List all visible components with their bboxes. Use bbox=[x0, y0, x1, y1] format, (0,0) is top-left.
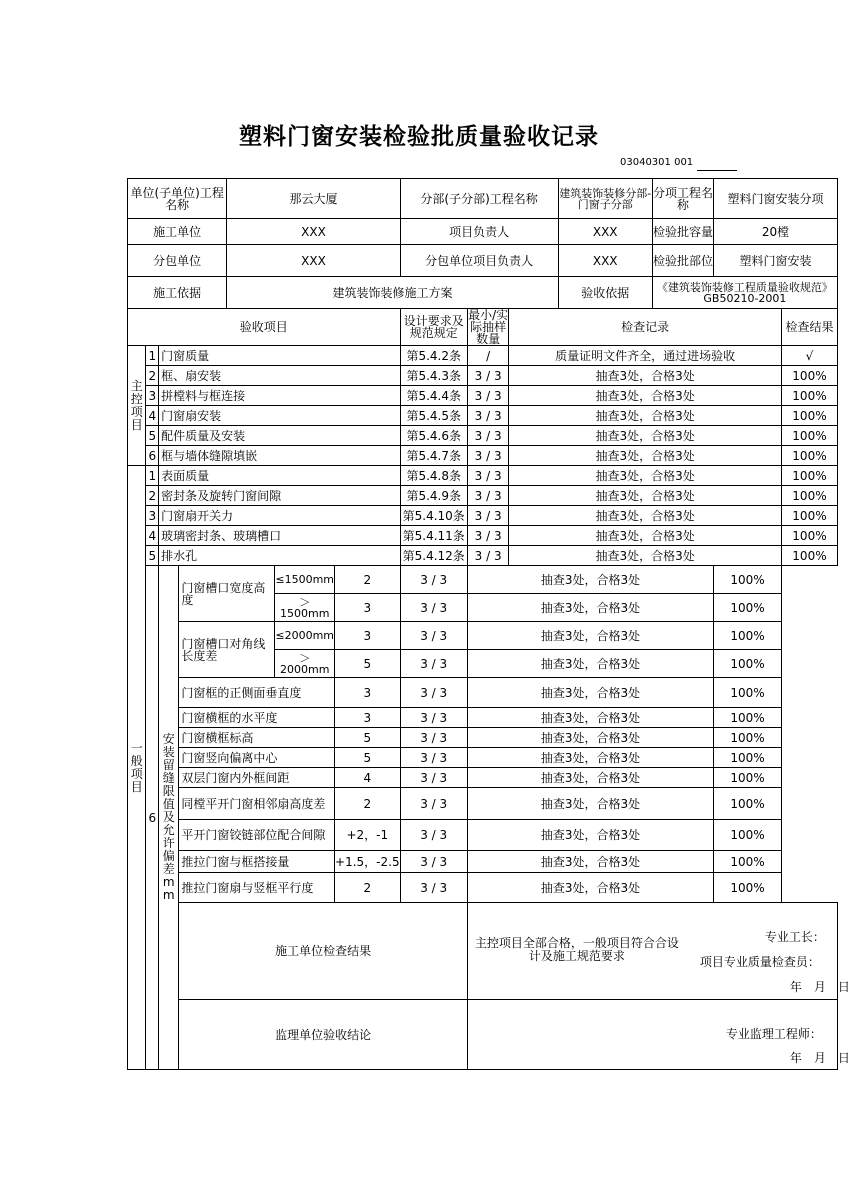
record-code-text: 03040301 001 bbox=[620, 157, 694, 168]
item-no: 3 bbox=[146, 386, 159, 406]
item-record: 抽查3处，合格3处 bbox=[509, 366, 782, 386]
item-sample: 3 / 3 bbox=[467, 486, 509, 506]
item-standard: 第5.4.3条 bbox=[400, 366, 467, 386]
pm-value: XXX bbox=[558, 219, 652, 245]
item-no: 3 bbox=[146, 506, 159, 526]
item-sample: 3 / 3 bbox=[400, 650, 467, 678]
item-record: 抽查3处，合格3处 bbox=[467, 622, 713, 650]
item-sample: 3 / 3 bbox=[400, 622, 467, 650]
item-standard: 第5.4.11条 bbox=[400, 526, 467, 546]
tolerance-name: 门窗横框标高 bbox=[179, 728, 335, 748]
construct-label: 施工单位 bbox=[128, 219, 227, 245]
main-group-label bbox=[128, 346, 146, 466]
condition: ≤2000mm bbox=[275, 622, 335, 650]
item-name: 玻璃密封条、玻璃槽口 bbox=[159, 526, 401, 546]
item-result: 100% bbox=[781, 486, 837, 506]
page-title: 塑料门窗安装检验批质量验收记录 bbox=[239, 123, 599, 150]
item-result: 100% bbox=[714, 650, 782, 678]
item-standard: 第5.4.2条 bbox=[400, 346, 467, 366]
item-name: 配件质量及安装 bbox=[159, 426, 401, 446]
item-sample: 3 / 3 bbox=[400, 748, 467, 768]
item-result: 100% bbox=[714, 708, 782, 728]
item-no: 5 bbox=[146, 546, 159, 566]
col-result: 检查结果 bbox=[781, 309, 837, 346]
item-no: 6 bbox=[146, 446, 159, 466]
item-standard: 第5.4.6条 bbox=[400, 426, 467, 446]
item-record: 质量证明文件齐全，通过进场验收 bbox=[509, 346, 782, 366]
item-no: 5 bbox=[146, 426, 159, 446]
supervisor-block bbox=[467, 1000, 850, 1070]
tolerance-name: 双层门窗内外框间距 bbox=[179, 768, 335, 788]
tolerance-name: 门窗横框的水平度 bbox=[179, 708, 335, 728]
item-result: 100% bbox=[714, 788, 782, 820]
item-no: 4 bbox=[146, 406, 159, 426]
item-sample: 3 / 3 bbox=[467, 546, 509, 566]
construct-conclusion: 主控项目全部合格，一般项目符合合设计及施工规范要求 bbox=[474, 936, 679, 963]
item-record: 抽查3处，合格3处 bbox=[509, 486, 782, 506]
item-standard: +1.5，-2.5 bbox=[335, 851, 401, 873]
item-name: 表面质量 bbox=[159, 466, 401, 486]
item-result: 100% bbox=[781, 446, 837, 466]
item-record: 抽查3处，合格3处 bbox=[467, 873, 713, 903]
item-sample: / bbox=[467, 346, 509, 366]
sub-project-value: 建筑装饰装修分部-门窗子分部 bbox=[558, 179, 652, 219]
item-no: 1 bbox=[146, 466, 159, 486]
item-standard: 3 bbox=[335, 678, 401, 708]
item-standard: 3 bbox=[335, 708, 401, 728]
item-record: 抽查3处，合格3处 bbox=[467, 748, 713, 768]
main-group-text: 主控项目 bbox=[130, 378, 143, 432]
item-result: √ bbox=[781, 346, 837, 366]
item-name: 排水孔 bbox=[159, 546, 401, 566]
tolerance-name: 推拉门窗扇与竖框平行度 bbox=[179, 873, 335, 903]
item-sample: 3 / 3 bbox=[400, 768, 467, 788]
construct-check-block bbox=[467, 903, 850, 1000]
item-sample: 3 / 3 bbox=[467, 506, 509, 526]
item-sample: 3 / 3 bbox=[400, 788, 467, 820]
item-standard: 5 bbox=[335, 650, 401, 678]
tolerance-name: 同樘平开门窗相邻扇高度差 bbox=[179, 788, 335, 820]
item-record: 抽查3处，合格3处 bbox=[509, 546, 782, 566]
tolerance-name: 平开门窗铰链部位配合间隙 bbox=[179, 820, 335, 851]
item-sample: 3 / 3 bbox=[400, 708, 467, 728]
item-result: 100% bbox=[714, 594, 782, 622]
item-record: 抽查3处，合格3处 bbox=[509, 386, 782, 406]
sub-pm-label: 分包单位项目负责人 bbox=[400, 245, 558, 277]
item-standard: 第5.4.10条 bbox=[400, 506, 467, 526]
item-sample: 3 / 3 bbox=[467, 406, 509, 426]
item-sample: 3 / 3 bbox=[400, 594, 467, 622]
accept-value: 《建筑装饰装修工程质量验收规范》GB50210-2001 bbox=[652, 277, 837, 309]
item-project-value: 塑料门窗安装分项 bbox=[714, 179, 838, 219]
item-result: 100% bbox=[781, 386, 837, 406]
sub-pm-value: XXX bbox=[558, 245, 652, 277]
item-result: 100% bbox=[714, 566, 782, 594]
pm-label: 项目负责人 bbox=[400, 219, 558, 245]
item-standard: 2 bbox=[335, 788, 401, 820]
item-sample: 3 / 3 bbox=[400, 566, 467, 594]
inspector-label: 项目专业质量检查员： bbox=[699, 955, 820, 969]
col-record: 检查记录 bbox=[509, 309, 782, 346]
item-result: 100% bbox=[781, 426, 837, 446]
condition: ≤1500mm bbox=[275, 566, 335, 594]
item-project-label: 分项工程名称 bbox=[652, 179, 713, 219]
col-design: 设计要求及规范规定 bbox=[400, 309, 467, 346]
tolerance-group-label bbox=[159, 566, 179, 1070]
item-record: 抽查3处，合格3处 bbox=[467, 820, 713, 851]
construct-check-label: 施工单位检查结果 bbox=[179, 903, 467, 1000]
item-sample: 3 / 3 bbox=[467, 466, 509, 486]
item-record: 抽查3处，合格3处 bbox=[509, 466, 782, 486]
item-record: 抽查3处，合格3处 bbox=[467, 594, 713, 622]
unit-label: 单位(子单位)工程名称 bbox=[128, 179, 227, 219]
item-record: 抽查3处，合格3处 bbox=[467, 650, 713, 678]
item-standard: 2 bbox=[335, 873, 401, 903]
item-standard: 3 bbox=[335, 594, 401, 622]
item-result: 100% bbox=[714, 851, 782, 873]
item-standard: 第5.4.9条 bbox=[400, 486, 467, 506]
engineer-label: 专业监理工程师： bbox=[725, 1027, 822, 1041]
item-standard: 第5.4.12条 bbox=[400, 546, 467, 566]
unit-value: 那云大厦 bbox=[227, 179, 400, 219]
item-record: 抽查3处，合格3处 bbox=[509, 526, 782, 546]
item-standard: 第5.4.5条 bbox=[400, 406, 467, 426]
item-sample: 3 / 3 bbox=[400, 678, 467, 708]
construct-value: XXX bbox=[227, 219, 400, 245]
item-result: 100% bbox=[781, 526, 837, 546]
item-name: 拼樘料与框连接 bbox=[159, 386, 401, 406]
item-standard: 4 bbox=[335, 768, 401, 788]
diagonal-group-name: 门窗槽口对角线长度差 bbox=[179, 622, 275, 678]
item-sample: 3 / 3 bbox=[467, 386, 509, 406]
col-item: 验收项目 bbox=[128, 309, 401, 346]
item-record: 抽查3处，合格3处 bbox=[509, 406, 782, 426]
item-result: 100% bbox=[781, 466, 837, 486]
item-standard: 第5.4.4条 bbox=[400, 386, 467, 406]
item-standard: 5 bbox=[335, 748, 401, 768]
sub-project-label: 分部(子分部)工程名称 bbox=[400, 179, 558, 219]
condition: ＞1500mm bbox=[275, 594, 335, 622]
capacity-value: 20樘 bbox=[714, 219, 838, 245]
item-result: 100% bbox=[781, 546, 837, 566]
item-result: 100% bbox=[714, 728, 782, 748]
item-standard: 5 bbox=[335, 728, 401, 748]
tolerance-name: 门窗框的正侧面垂直度 bbox=[179, 678, 335, 708]
item-result: 100% bbox=[714, 768, 782, 788]
location-value: 塑料门窗安装 bbox=[714, 245, 838, 277]
accept-label: 验收依据 bbox=[558, 277, 652, 309]
subcontract-value: XXX bbox=[227, 245, 400, 277]
item-result: 100% bbox=[714, 748, 782, 768]
item-record: 抽查3处，合格3处 bbox=[509, 506, 782, 526]
item-sample: 3 / 3 bbox=[400, 820, 467, 851]
item-no: 4 bbox=[146, 526, 159, 546]
item-result: 100% bbox=[714, 622, 782, 650]
foreman-label: 专业工长： bbox=[764, 930, 825, 944]
general-group-text: 一般项目 bbox=[130, 740, 143, 794]
item-sample: 3 / 3 bbox=[467, 446, 509, 466]
item-name: 密封条及旋转门窗间隙 bbox=[159, 486, 401, 506]
item-result: 100% bbox=[781, 366, 837, 386]
item-record: 抽查3处，合格3处 bbox=[509, 426, 782, 446]
item-record: 抽查3处，合格3处 bbox=[467, 678, 713, 708]
item-record: 抽查3处，合格3处 bbox=[467, 788, 713, 820]
col-sample: 最小/实际抽样数量 bbox=[468, 308, 509, 346]
item-name: 门窗扇安装 bbox=[159, 406, 401, 426]
item-result: 100% bbox=[714, 873, 782, 903]
item-sample: 3 / 3 bbox=[400, 728, 467, 748]
item-standard: 第5.4.8条 bbox=[400, 466, 467, 486]
item-record: 抽查3处，合格3处 bbox=[467, 566, 713, 594]
item-result: 100% bbox=[714, 820, 782, 851]
inspection-table bbox=[127, 178, 850, 1070]
item-record: 抽查3处，合格3处 bbox=[467, 768, 713, 788]
condition: ＞2000mm bbox=[275, 650, 335, 678]
tolerance-name: 门窗竖向偏离中心 bbox=[179, 748, 335, 768]
item-sample: 3 / 3 bbox=[400, 851, 467, 873]
item-record: 抽查3处，合格3处 bbox=[509, 446, 782, 466]
general-group-label bbox=[128, 466, 146, 1070]
item-no: 1 bbox=[146, 346, 159, 366]
supervisor-label: 监理单位验收结论 bbox=[179, 1000, 467, 1070]
item-result: 100% bbox=[714, 678, 782, 708]
item-name: 门窗扇开关力 bbox=[159, 506, 401, 526]
basis-value: 建筑装饰装修施工方案 bbox=[227, 277, 558, 309]
construct-date: 年 月 日 bbox=[789, 980, 850, 994]
item-name: 框与墙体缝隙填嵌 bbox=[159, 446, 401, 466]
capacity-label: 检验批容量 bbox=[652, 219, 713, 245]
item-sample: 3 / 3 bbox=[467, 526, 509, 546]
tolerance-name: 推拉门窗与框搭接量 bbox=[179, 851, 335, 873]
item-sample: 3 / 3 bbox=[467, 426, 509, 446]
item-record: 抽查3处，合格3处 bbox=[467, 728, 713, 748]
item-record: 抽查3处，合格3处 bbox=[467, 708, 713, 728]
item-standard: 2 bbox=[335, 566, 401, 594]
tolerance-group-text: 安装留缝限值及允许偏差mm bbox=[162, 732, 175, 902]
item-no: 2 bbox=[146, 366, 159, 386]
location-label: 检验批部位 bbox=[652, 245, 713, 277]
subcontract-label: 分包单位 bbox=[128, 245, 227, 277]
item-result: 100% bbox=[781, 506, 837, 526]
item6-no: 6 bbox=[146, 566, 159, 1070]
item-no: 2 bbox=[146, 486, 159, 506]
item-result: 100% bbox=[781, 406, 837, 426]
record-code bbox=[620, 157, 693, 168]
item-name: 门窗质量 bbox=[159, 346, 401, 366]
item-sample: 3 / 3 bbox=[400, 873, 467, 903]
item-name: 框、扇安装 bbox=[159, 366, 401, 386]
item-sample: 3 / 3 bbox=[467, 366, 509, 386]
supervisor-date: 年 月 日 bbox=[789, 1051, 850, 1065]
item-standard: 3 bbox=[335, 622, 401, 650]
width-group-name: 门窗槽口宽度高度 bbox=[179, 566, 275, 622]
item-standard: 第5.4.7条 bbox=[400, 446, 467, 466]
item-record: 抽查3处，合格3处 bbox=[467, 851, 713, 873]
basis-label: 施工依据 bbox=[128, 277, 227, 309]
item-standard: +2，-1 bbox=[335, 820, 401, 851]
